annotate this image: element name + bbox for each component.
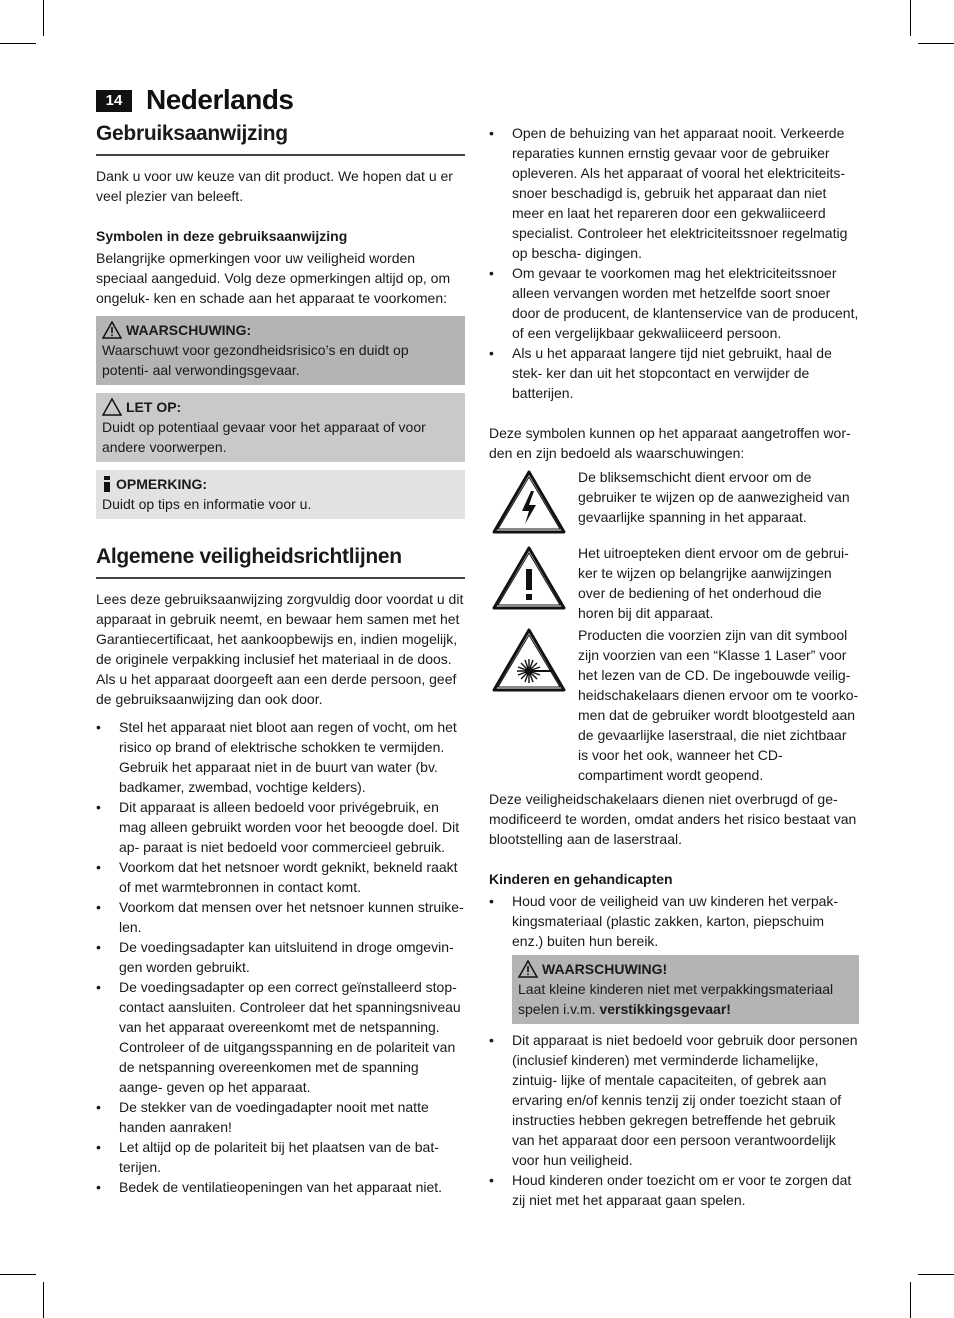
symbols-subheading: Symbolen in deze gebruiksaanwijzing: [96, 228, 348, 244]
intro-text: Dank u voor uw keuze van dit product. We hopen dat u er veel plezier van beleeft.: [96, 168, 453, 204]
list-item: • De stekker van de voedingadapter nooit met natte handen aanraken!: [96, 1097, 465, 1137]
note-label: OPMERKING:: [116, 476, 207, 492]
note-text: Duidt op tips en informatie voor u.: [102, 496, 312, 512]
symbols-text: Belangrijke opmerkingen voor uw veiligheid worden speciaal aangeduid. Volg deze opmerkingen altijd op, om ongeluk- ken en schade aan het apparaat te voorkomen:: [96, 250, 451, 306]
crop-mark: [910, 0, 911, 36]
laser-warning-icon: [491, 627, 567, 693]
general-text: Lees deze gebruiksaanwijzing zorgvuldig door voordat u dit apparaat in gebruik neemt, en bewaar hem samen met het Garantiecertificaat, het aankoopbewijs en, indien mogelijk, de originele verpakking inclusief het materiaal in de doos. Als u het apparaat doorgeeft aan een derde persoon, geef de gebruiksaanwijzing dan ook door.: [96, 591, 464, 707]
list-item: • Houd kinderen onder toezicht om er voor te zorgen dat zij niet met het apparaat gaan spelen.: [489, 1170, 859, 1210]
page-number: 14: [96, 90, 132, 112]
caution-label-row: [102, 397, 459, 417]
list-item: • De voedingsadapter op een correct geïnstalleerd stop- contact aansluiten. Controleer dat het spanningsniveau van het apparaat overeenkomt met de netspanning. Controleer of de uitgangsspanning en de polariteit van de netspanning overeenkomen met de spanning aange- geven op het apparaat.: [96, 977, 465, 1097]
list-item: • Open de behuizing van het apparaat nooit. Verkeerde reparaties kunnen ernstig gevaar voor de gebruiker opleveren. Als het apparaat of vooral het elektriciteits- snoer beschadigd is, gebruik het apparaat dan niet meer en laat het repareren door een gekwaliiceerd specialist. Controleer het elektriciteitssnoer regelmatig op bescha- digingen.: [489, 123, 859, 263]
symbol-text: Het uitroepteken dient ervoor om de gebrui- ker te wijzen op belangrijke aanwijzingen over de bediening of het onderhoud die horen bij dit apparaat.: [578, 545, 849, 621]
list-item: • Dit apparaat is niet bedoeld voor gebruik door personen (inclusief kinderen) met verminderde lichamelijke, zintuig- lijke of mentale capaciteiten, of gebrek aan ervaring en/of kennis tenzij zij onder toezicht staan of instructies hebben gekregen betreffende het gebruik van het apparaat door een persoon verantwoordelijk voor hun veiligheid.: [489, 1030, 859, 1170]
list-item: • Dit apparaat is alleen bedoeld voor privégebruik, en mag alleen gebruikt worden voor het beoogde doel. Dit ap- paraat is niet bedoeld voor commercieel gebruik.: [96, 797, 465, 857]
exclamation-warning-icon: [491, 545, 567, 611]
left-column: [96, 120, 465, 1197]
symbol-row-laser: [489, 625, 859, 785]
caution-label: LET OP:: [126, 399, 182, 415]
symbol-row-lightning: [489, 467, 859, 537]
section-heading-safety: Algemene veiligheidsrichtlijnen: [96, 543, 465, 579]
crop-mark: [43, 0, 44, 36]
children-subheading: Kinderen en gehandicapten: [489, 871, 673, 887]
crop-mark: [910, 1282, 911, 1318]
symbols-intro: Deze symbolen kunnen op het apparaat aangetroffen wor- den en zijn bedoeld als waarschuwingen:: [489, 425, 851, 461]
children-list: [489, 891, 859, 951]
symbol-text: De bliksemschicht dient ervoor om de gebruiker te wijzen op de aanwezigheid van gevaarlijke spanning in het apparaat.: [578, 469, 850, 525]
children-list-bottom: [489, 1030, 859, 1210]
list-item: • Houd voor de veiligheid van uw kinderen het verpak- kingsmateriaal (plastic zakken, karton, piepschuim enz.) buiten hun bereik.: [489, 891, 859, 951]
safety-list: [96, 717, 465, 1197]
list-item: • De voedingsadapter kan uitsluitend in droge omgevin- gen worden gebruikt.: [96, 937, 465, 977]
warning-text: Waarschuwt voor gezondheidsrisico’s en duidt op potenti- aal verwondingsgevaar.: [102, 342, 409, 378]
children-warning-text: [518, 979, 853, 1019]
children-warning-label-row: [518, 959, 853, 979]
language-title: Nederlands: [146, 84, 294, 115]
list-item: • Let altijd op de polariteit bij het plaatsen van de bat- terijen.: [96, 1137, 465, 1177]
crop-mark: [0, 1274, 36, 1275]
children-warning-box: [512, 955, 859, 1024]
note-label-row: [102, 474, 459, 494]
warning-box: [96, 316, 465, 385]
warning-triangle-icon: [518, 960, 538, 978]
caution-triangle-icon: [102, 398, 122, 416]
right-column: [489, 123, 859, 1210]
info-icon: [102, 475, 112, 493]
children-warning-label: WAARSCHUWING!: [542, 961, 668, 977]
warning-triangle-icon: [102, 321, 122, 339]
crop-mark: [918, 43, 954, 44]
crop-mark: [918, 1274, 954, 1275]
warning-label: WAARSCHUWING:: [126, 322, 252, 338]
children-warning-text-plain: Laat kleine kinderen niet met verpakkingsmateriaal spelen i.v.m.: [518, 981, 834, 1017]
children-warning-text-bold: verstikkingsgevaar!: [599, 1001, 731, 1017]
crop-mark: [0, 43, 36, 44]
list-item: • Voorkom dat het netsnoer wordt geknikt, bekneld raakt of met warmtebronnen in contact komt.: [96, 857, 465, 897]
list-item: • Bedek de ventilatieopeningen van het apparaat niet.: [96, 1177, 465, 1197]
warning-label-row: [102, 320, 459, 340]
laser-note: Deze veiligheidschakelaars dienen niet overbrugd of ge- modificeerd te worden, omdat anders het risico bestaat van blootstelling aan de laserstraal.: [489, 791, 857, 847]
note-box: [96, 470, 465, 519]
crop-mark: [43, 1282, 44, 1318]
caution-text: Duidt op potentiaal gevaar voor het apparaat of voor andere voorwerpen.: [102, 419, 426, 455]
section-heading-instructions: Gebruiksaanwijzing: [96, 120, 465, 156]
list-item: • Als u het apparaat langere tijd niet gebruikt, haal de stek- ker dan uit het stopcontact en verwijder de batterijen.: [489, 343, 859, 403]
list-item: • Om gevaar te voorkomen mag het elektriciteitssnoer alleen vervangen worden met hetzelfde soort snoer door de producent, de klantenservice van de producent, of een vergelijkbaar gekwaliiceerd persoon.: [489, 263, 859, 343]
symbol-text: Producten die voorzien zijn van dit symbool zijn voorzien van een “Klasse 1 Laser” voor het lezen van de CD. De ingebouwde veilig- heidschakelaars dienen ervoor om te voorko- men dat de gebruiker wordt blootgesteld aan de gevaarlijke laserstraal, die niet zichtbaar is voor het ook, wanneer het CD-compartiment wordt geopend.: [578, 627, 859, 783]
lightning-warning-icon: [491, 469, 567, 535]
safety-list-continued: [489, 123, 859, 403]
list-item: • Stel het apparaat niet bloot aan regen of vocht, om het risico op brand of elektrische schokken te vermijden. Gebruik het apparaat niet in de buurt van water (bv. badkamer, zwembad, vochtige kelders).: [96, 717, 465, 797]
caution-box: [96, 393, 465, 462]
symbol-row-exclamation: [489, 543, 859, 623]
list-item: • Voorkom dat mensen over het netsnoer kunnen struike- len.: [96, 897, 465, 937]
